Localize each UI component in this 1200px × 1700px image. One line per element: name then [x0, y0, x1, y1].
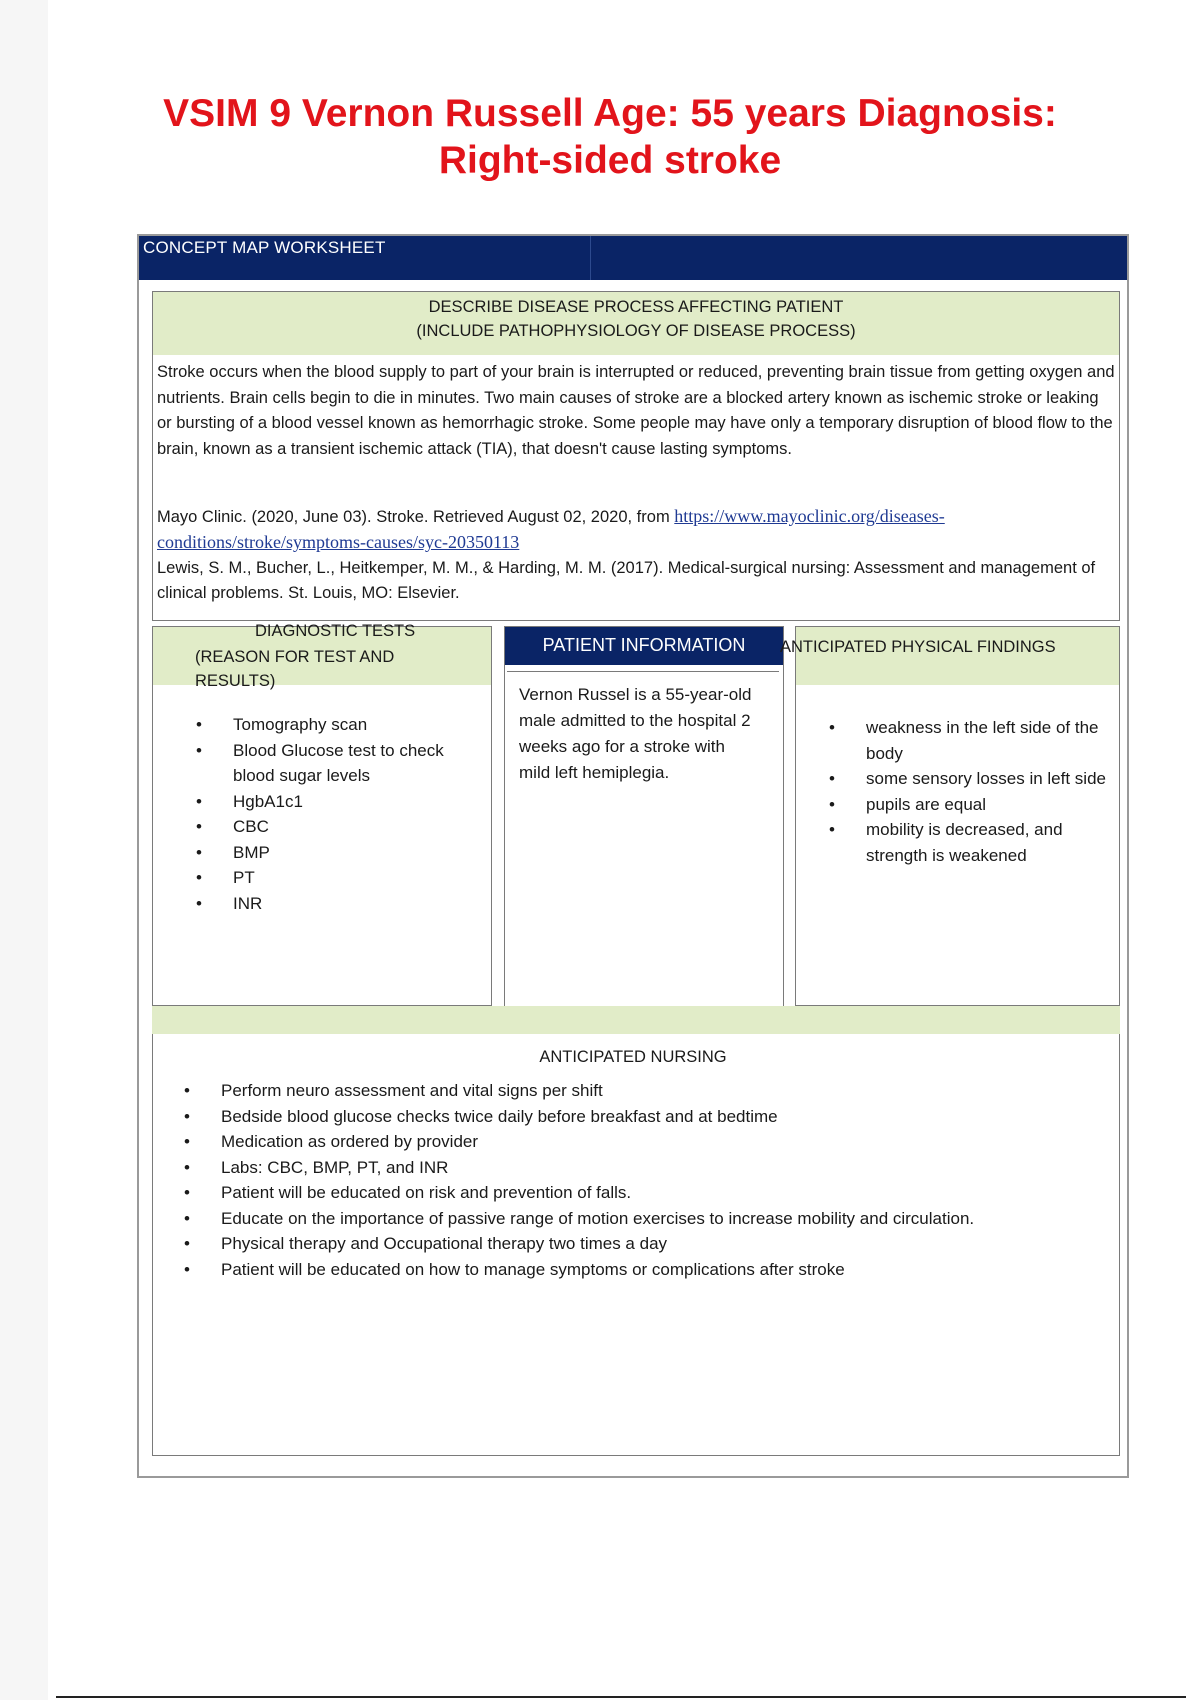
disease-heading-line1: DESCRIBE DISEASE PROCESS AFFECTING PATIENT — [428, 298, 844, 316]
diagnostic-tests-box — [152, 622, 492, 1006]
list-item: • Physical therapy and Occupational therapy two times a day — [181, 1231, 1111, 1257]
concept-map-worksheet — [137, 234, 1129, 1478]
diagnostic-heading-line1: DIAGNOSTIC TESTS — [255, 622, 416, 640]
list-item: • Blood Glucose test to check blood sugar levels — [193, 738, 483, 789]
page-margin — [0, 0, 48, 1700]
header-divider — [590, 236, 591, 280]
worksheet-header-label: CONCEPT MAP WORKSHEET — [143, 238, 386, 257]
physical-findings-box — [780, 626, 1120, 1006]
list-item: • pupils are equal — [826, 792, 1106, 818]
patient-information-box — [504, 626, 784, 1009]
list-item: • BMP — [193, 840, 483, 866]
physical-heading-label: ANTICIPATED PHYSICAL FINDINGS — [780, 638, 1056, 656]
list-item: • Labs: CBC, BMP, PT, and INR — [181, 1155, 1111, 1181]
patient-information-inner — [507, 671, 779, 1006]
list-item: • PT — [193, 865, 483, 891]
list-item: • weakness in the left side of the body — [826, 715, 1106, 766]
list-item: • mobility is decreased, and strength is weakened — [826, 817, 1106, 868]
reference-mayo-text: Mayo Clinic. (2020, June 03). Stroke. Retrieved August 02, 2020, from — [157, 508, 675, 526]
list-item: • Bedside blood glucose checks twice daily before breakfast and at bedtime — [181, 1104, 1111, 1130]
list-item: • Medication as ordered by provider — [181, 1129, 1111, 1155]
physical-findings-heading — [780, 627, 1119, 685]
list-item: • CBC — [193, 814, 483, 840]
disease-process-text: Stroke occurs when the blood supply to part of your brain is interrupted or reduced, preventing brain tissue from getting oxygen and nutrients. Brain cells begin to die in minutes. Two main causes of stroke are a blocked artery known as ischemic stroke or leaking or bursting of a blood vessel known as hemorrhagic stroke. Some people may have only a temporary disruption of blood flow to the brain, known as a transient ischemic attack (TIA), that doesn't cause lasting symptoms. — [157, 363, 1115, 458]
references — [157, 504, 1115, 606]
physical-findings-list — [826, 715, 1106, 868]
list-item: • Tomography scan — [193, 712, 483, 738]
list-item: • Perform neuro assessment and vital signs per shift — [181, 1078, 1111, 1104]
worksheet-header — [139, 236, 1127, 280]
patient-heading-label: PATIENT INFORMATION — [542, 635, 746, 655]
patient-information-text: Vernon Russel is a 55-year-old male admitted to the hospital 2 weeks ago for a stroke with mild left hemiplegia. — [519, 685, 752, 782]
reference-lewis: Lewis, S. M., Bucher, L., Heitkemper, M. M., & Harding, M. M. (2017). Medical-surgical nursing: Assessment and management of clinical problems. St. Louis, MO: Elsevier. — [157, 559, 1096, 602]
reference-mayo — [157, 504, 1115, 556]
list-item: • Educate on the importance of passive range of motion exercises to increase mobility and circulation. — [181, 1206, 1111, 1232]
anticipated-nursing-heading: ANTICIPATED NURSING — [539, 1048, 727, 1066]
list-item: • some sensory losses in left side — [826, 766, 1106, 792]
anticipated-nursing-list — [181, 1078, 1111, 1282]
list-item: • HgbA1c1 — [193, 789, 483, 815]
bottom-divider — [56, 1696, 1186, 1698]
diagnostic-tests-heading — [153, 622, 491, 690]
list-item: • Patient will be educated on how to manage symptoms or complications after stroke — [181, 1257, 1111, 1283]
disease-process-heading — [153, 292, 1119, 355]
page-title: VSIM 9 Vernon Russell Age: 55 years Diagnosis: Right-sided stroke — [163, 92, 1057, 182]
list-item: • Patient will be educated on risk and prevention of falls. — [181, 1180, 1111, 1206]
diagnostic-tests-list — [193, 712, 483, 916]
nursing-band — [152, 1006, 1120, 1034]
disease-process-box — [152, 291, 1120, 621]
disease-heading-line2: (INCLUDE PATHOPHYSIOLOGY OF DISEASE PROCESS) — [416, 322, 856, 340]
reference-mayo-link[interactable]: https://www.mayoclinic.org/diseases-conditions/stroke/symptoms-causes/syc-20350113 — [157, 506, 945, 552]
patient-information-heading — [505, 627, 783, 665]
diagnostic-heading-line2: (REASON FOR TEST AND RESULTS) — [195, 648, 395, 690]
list-item: • INR — [193, 891, 483, 917]
